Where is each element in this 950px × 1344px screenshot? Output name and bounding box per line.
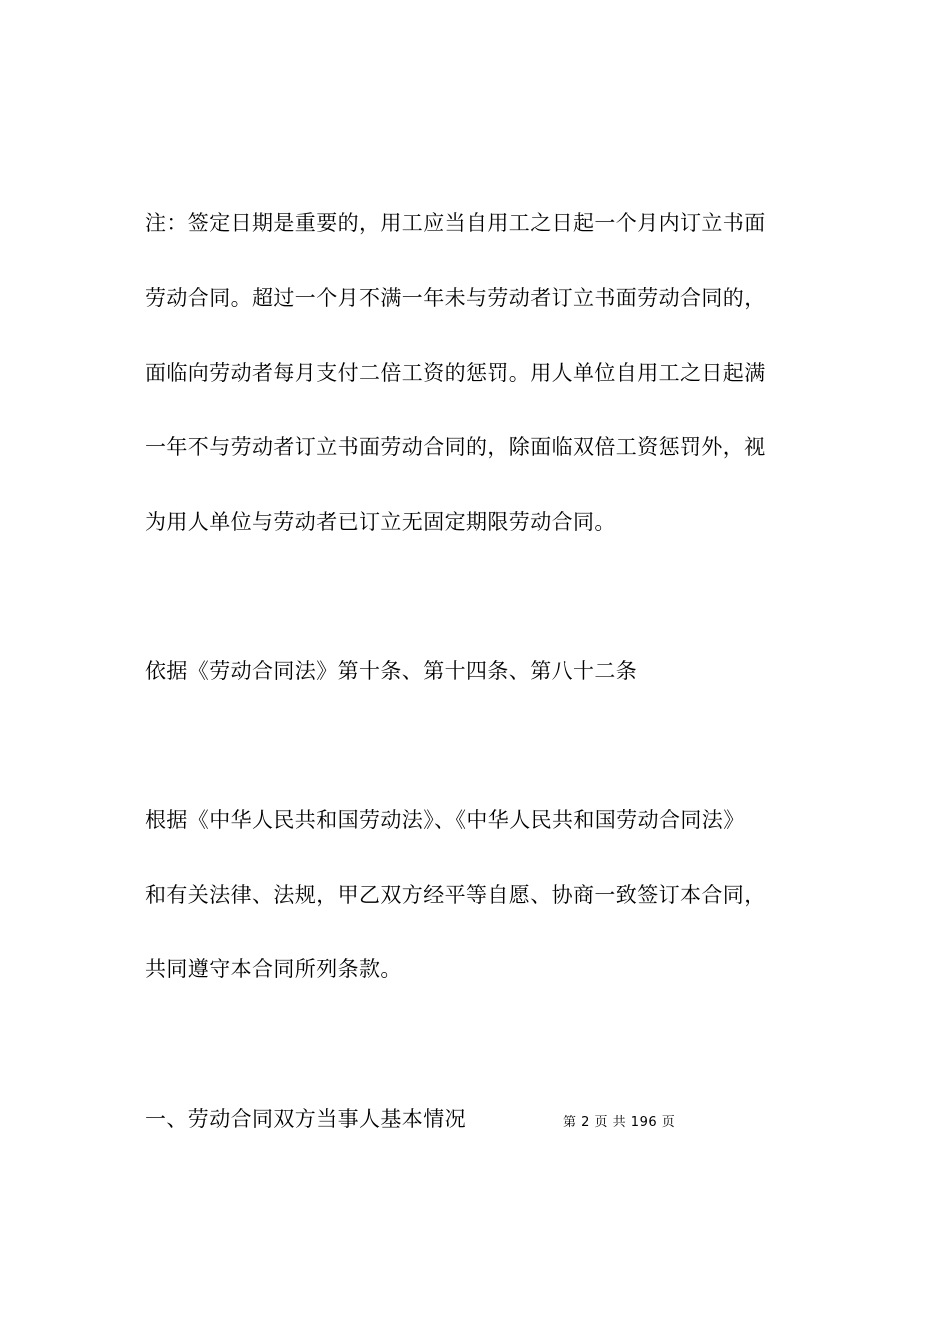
note-paragraph-line-1: 注：签定日期是重要的，用工应当自用工之日起一个月内订立书面 xyxy=(145,211,766,235)
section-heading: 一、劳动合同双方当事人基本情况 xyxy=(145,1107,466,1131)
preamble-line-3: 共同遵守本合同所列条款。 xyxy=(145,957,402,981)
note-paragraph-line-3: 面临向劳动者每月支付二倍工资的惩罚。用人单位自用工之日起满 xyxy=(145,361,766,385)
note-paragraph-line-2: 劳动合同。超过一个月不满一年未与劳动者订立书面劳动合同的， xyxy=(145,286,766,310)
preamble-line-1: 根据《中华人民共和国劳动法》、《中华人民共和国劳动合同法》 xyxy=(145,808,745,832)
note-paragraph-line-5: 为用人单位与劳动者已订立无固定期限劳动合同。 xyxy=(145,510,616,534)
legal-basis-text: 依据《劳动合同法》第十条、第十四条、第八十二条 xyxy=(145,659,638,683)
note-paragraph-line-4: 一年不与劳动者订立书面劳动合同的，除面临双倍工资惩罚外，视 xyxy=(145,435,766,459)
preamble-line-2: 和有关法律、法规，甲乙双方经平等自愿、协商一致签订本合同， xyxy=(145,883,766,907)
page-number: 第 2 页 共 196 页 xyxy=(563,1115,676,1130)
